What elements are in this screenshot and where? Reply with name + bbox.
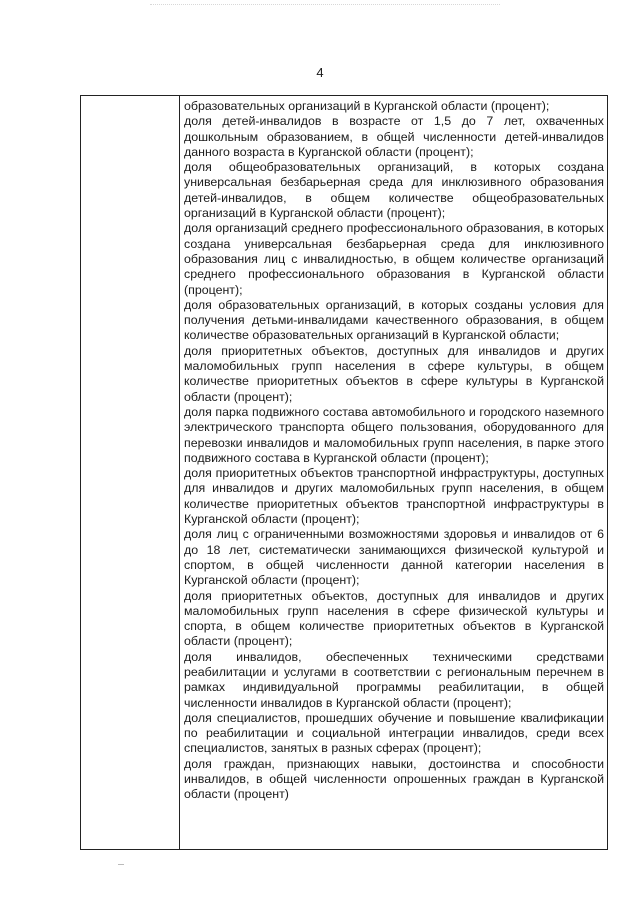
indicator-item: доля организаций среднего профессионального образования, в которых создана универсальная безбарьерная среда для инклюзивного образования лиц с инвалидностью, в общем количестве организаций среднего профессионального образования в Курганской области (процент); xyxy=(184,221,604,297)
indicator-item: доля приоритетных объектов, доступных для инвалидов и других маломобильных групп населения в сфере культуры, в общем количестве приоритетных объектов в сфере культуры в Курганской области (процент); xyxy=(184,343,604,404)
table-left-column xyxy=(81,96,180,849)
scan-artifact xyxy=(118,864,124,865)
indicator-item: доля граждан, признающих навыки, достоинства и способности инвалидов, в общей численности опрошенных граждан в Курганской области (процент) xyxy=(184,756,604,802)
indicator-item: доля общеобразовательных организаций, в которых создана универсальная безбарьерная среда для инклюзивного образования детей-инвалидов, в общем количестве общеобразовательных организаций в Курганской области (процент); xyxy=(184,160,604,221)
table-right-column xyxy=(180,96,607,849)
indicators-table xyxy=(80,95,608,850)
page-number: 4 xyxy=(316,65,324,80)
scan-artifact xyxy=(150,4,500,8)
indicator-item: доля парка подвижного состава автомобильного и городского наземного электрического транспорта общего пользования, оборудованного для перевозки инвалидов и маломобильных групп населения, в парке этого подвижного состава в Курганской области (процент); xyxy=(184,404,604,465)
indicator-item: доля инвалидов, обеспеченных техническими средствами реабилитации и услугами в соответствии с региональным перечнем в рамках индивидуальной программы реабилитации, в общей численности инвалидов в Курганской области (процент); xyxy=(184,649,604,710)
indicator-item: доля приоритетных объектов транспортной инфраструктуры, доступных для инвалидов и других маломобильных групп населения, в общем количестве приоритетных объектов транспортной инфраструктуры в Курганской области (процент); xyxy=(184,466,604,527)
indicator-item: доля лиц с ограниченными возможностями здоровья и инвалидов от 6 до 18 лет, систематически занимающихся физической культурой и спортом, в общей численности данной категории населения в Курганской области (процент); xyxy=(184,527,604,588)
indicator-item: доля специалистов, прошедших обучение и повышение квалификации по реабилитации и социальной интеграции инвалидов, среди всех специалистов, занятых в разных сферах (процент); xyxy=(184,710,604,756)
indicator-item: доля приоритетных объектов, доступных для инвалидов и других маломобильных групп населения в сфере физической культуры и спорта, в общем количестве приоритетных объектов в Курганской области (процент); xyxy=(184,588,604,649)
indicator-item: доля детей-инвалидов в возрасте от 1,5 до 7 лет, охваченных дошкольным образованием, в общей численности детей-инвалидов данного возраста в Курганской области (процент); xyxy=(184,114,604,159)
indicator-item: доля образовательных организаций, в которых созданы условия для получения детьми-инвалидами качественного образования, в общем количестве образовательных организаций в Курганской области; xyxy=(184,297,604,343)
indicator-item: образовательных организаций в Курганской области (процент); xyxy=(184,99,550,113)
